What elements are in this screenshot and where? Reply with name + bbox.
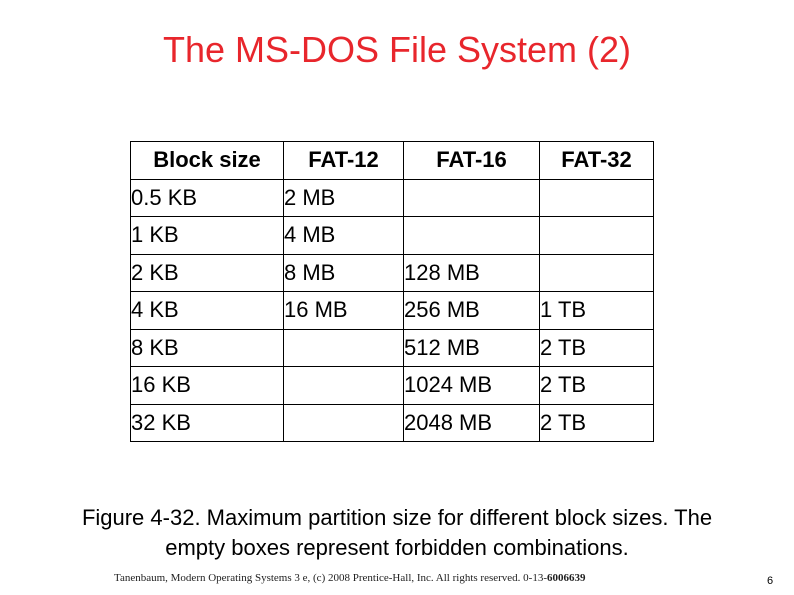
slide-title: The MS-DOS File System (2) xyxy=(162,29,632,70)
fat-12-cell xyxy=(284,367,404,405)
block-size-cell: 8 KB xyxy=(131,329,284,367)
table-header-row xyxy=(131,142,654,180)
table-row xyxy=(131,217,654,255)
fat-12-cell: 16 MB xyxy=(284,292,404,330)
fat-32-cell: 2 TB xyxy=(540,404,654,442)
fat-12-cell: 8 MB xyxy=(284,254,404,292)
table-row xyxy=(131,329,654,367)
table-row xyxy=(131,179,654,217)
block-size-cell: 2 KB xyxy=(131,254,284,292)
block-size-cell: 0.5 KB xyxy=(131,179,284,217)
fat-16-cell: 1024 MB xyxy=(404,367,540,405)
fat-16-cell xyxy=(404,179,540,217)
fat-32-cell xyxy=(540,179,654,217)
fat-16-cell: 128 MB xyxy=(404,254,540,292)
table-row xyxy=(131,404,654,442)
fat-12-cell: 4 MB xyxy=(284,217,404,255)
block-size-cell: 1 KB xyxy=(131,217,284,255)
fat-32-cell xyxy=(540,254,654,292)
fat-16-cell xyxy=(404,217,540,255)
fat-32-cell: 2 TB xyxy=(540,329,654,367)
copyright-footer xyxy=(114,572,586,584)
fat-12-cell xyxy=(284,329,404,367)
table-row xyxy=(131,254,654,292)
fat-12-cell: 2 MB xyxy=(284,179,404,217)
header-fat-12: FAT-12 xyxy=(284,142,404,180)
fat-32-cell: 1 TB xyxy=(540,292,654,330)
caption-line-1: Figure 4-32. Maximum partition size for different block sizes. The xyxy=(81,505,713,530)
fat-32-cell: 2 TB xyxy=(540,367,654,405)
table-row xyxy=(131,367,654,405)
fat-16-cell: 256 MB xyxy=(404,292,540,330)
table-row xyxy=(131,292,654,330)
fat-32-cell xyxy=(540,217,654,255)
page-number: 6 xyxy=(767,575,774,587)
block-size-cell: 4 KB xyxy=(131,292,284,330)
block-size-cell: 16 KB xyxy=(131,367,284,405)
header-fat-32: FAT-32 xyxy=(540,142,654,180)
figure-caption xyxy=(0,503,794,563)
isbn-tail: 6006639 xyxy=(547,572,586,584)
caption-line-2: empty boxes represent forbidden combinations. xyxy=(165,535,629,560)
copyright-text: Tanenbaum, Modern Operating Systems 3 e, (c) 2008 Prentice-Hall, Inc. All rights reserved. 0-13- xyxy=(114,572,548,584)
header-fat-16: FAT-16 xyxy=(404,142,540,180)
fat-16-cell: 2048 MB xyxy=(404,404,540,442)
partition-size-table xyxy=(130,141,654,442)
fat-12-cell xyxy=(284,404,404,442)
fat-16-cell: 512 MB xyxy=(404,329,540,367)
header-block-size: Block size xyxy=(131,142,284,180)
block-size-cell: 32 KB xyxy=(131,404,284,442)
